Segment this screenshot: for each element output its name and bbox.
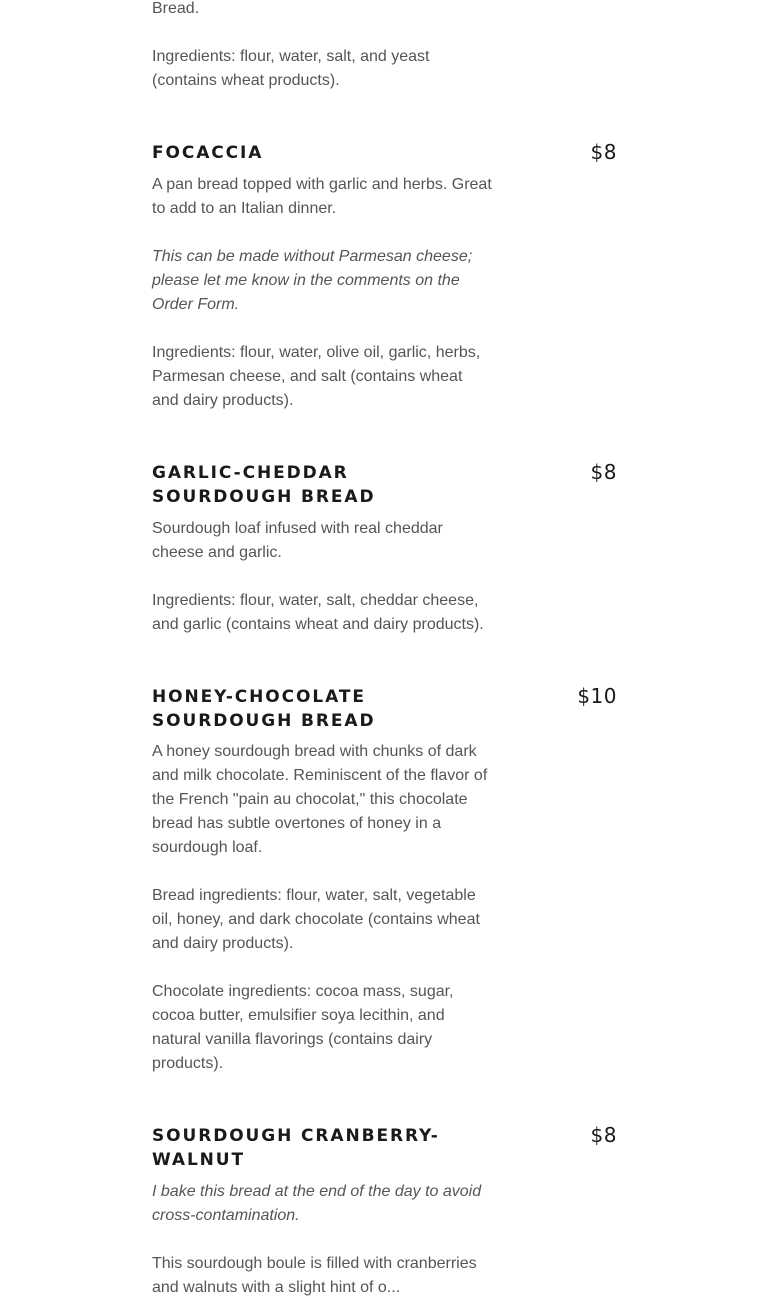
menu-item-ingredients-focaccia: Ingredients: flour, water, olive oil, garlic, herbs, Parmesan cheese, and salt (contains wheat and dairy products). bbox=[152, 344, 481, 409]
menu-item-note-cranberry-walnut: I bake this bread at the end of the day to avoid cross-contamination. bbox=[152, 1183, 482, 1224]
menu-item-chocolate-ingredients-honey-chocolate: Chocolate ingredients: cocoa mass, sugar, cocoa butter, emulsifier soya lecithin, and natural vanilla flavorings (contains dairy products). bbox=[152, 983, 454, 1072]
menu-item-note-focaccia: This can be made without Parmesan cheese; please let me know in the comments on the Order Form. bbox=[152, 248, 473, 313]
menu-item-price-honey-chocolate: $10 bbox=[577, 684, 617, 708]
menu-item-description-honey-chocolate: A honey sourdough bread with chunks of dark and milk chocolate. Reminiscent of the flavor of the French "pain au chocolat," this chocolate bread has subtle overtones of honey in a sourdough loaf. bbox=[152, 743, 488, 856]
menu-item-price-focaccia: $8 bbox=[590, 140, 617, 164]
menu-item-ingredients-garlic-cheddar: Ingredients: flour, water, salt, cheddar cheese, and garlic (contains wheat and dairy products). bbox=[152, 592, 484, 633]
previous-item-description: Bread. bbox=[152, 0, 200, 17]
menu-item-title-focaccia: FOCACCIA bbox=[152, 143, 264, 163]
menu-item-bread-ingredients-honey-chocolate: Bread ingredients: flour, water, salt, vegetable oil, honey, and dark chocolate (contains wheat and dairy products). bbox=[152, 887, 480, 952]
menu-item-title-cranberry-walnut: SOURDOUGH CRANBERRY-WALNUT bbox=[152, 1126, 440, 1170]
menu-item-price-garlic-cheddar: $8 bbox=[590, 460, 617, 484]
menu-item-description-garlic-cheddar: Sourdough loaf infused with real cheddar cheese and garlic. bbox=[152, 520, 443, 561]
menu-item-description-cranberry-walnut: This sourdough boule is filled with cranberries and walnuts with a slight hint of o... bbox=[152, 1255, 477, 1296]
menu-item-title-honey-chocolate: HONEY-CHOCOLATE SOURDOUGH BREAD bbox=[152, 687, 376, 731]
previous-item-ingredients: Ingredients: flour, water, salt, and yeast (contains wheat products). bbox=[152, 48, 430, 89]
menu-item-title-garlic-cheddar: GARLIC-CHEDDAR SOURDOUGH BREAD bbox=[152, 463, 376, 507]
menu-item-price-cranberry-walnut: $8 bbox=[590, 1123, 617, 1147]
menu-item-description-focaccia: A pan bread topped with garlic and herbs. Great to add to an Italian dinner. bbox=[152, 176, 492, 217]
